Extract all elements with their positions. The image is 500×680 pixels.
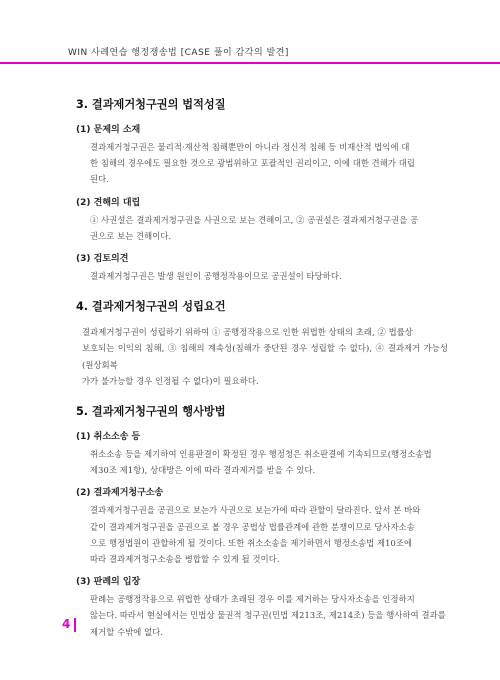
- section-4-paragraph: [76, 324, 448, 389]
- text-line: 같이 결과제거청구권을 공권으로 볼 경우 공법상 법률관계에 관한 분쟁이므로 당사자소송: [90, 521, 415, 532]
- section-5-heading: 5. 결과제거청구권의 행사방법: [76, 405, 226, 419]
- section-5-sub-3-heading: (3) 판례의 입장: [76, 577, 141, 588]
- text-line: 결과제거청구권이 성립하기 위하여 ① 공행정작용으로 인한 위법한 상태의 초래, ② 법률상: [82, 327, 413, 338]
- text-line: 한 침해의 경우에도 필요한 것으로 광범위하고 포괄적인 권리이고, 이에 대한 견해가 대립: [90, 158, 415, 169]
- page-header: [0, 0, 500, 64]
- text-line: 취소소송 등을 제기하여 인용판결이 확정된 경우 행정청은 취소판결에 기속되므로(행정소송법: [90, 449, 432, 460]
- section-3-sub-2-paragraph: [76, 212, 448, 244]
- text-line: 제거할 수밖에 없다.: [90, 626, 164, 637]
- text-line: 으로 행정법원이 관할하게 될 것이다. 또한 취소소송을 제기하면서 행정소송법 제10조에: [90, 537, 413, 548]
- page-body: [76, 96, 448, 640]
- section-5-sub-1-paragraph: [76, 446, 448, 478]
- page-number: 4: [62, 617, 71, 631]
- text-line: ① 사권설은 결과제거청구권을 사권으로 보는 견해이고, ② 공권설은 결과제거청구권을 공: [90, 214, 419, 225]
- page-number-bar: [74, 618, 76, 632]
- section-5-sub-2-heading: (2) 결과제거청구소송: [76, 488, 164, 499]
- section-4-heading: 4. 결과제거청구권의 성립요건: [76, 300, 226, 314]
- text-line: 결과제거청구권은 물리적·재산적 침해뿐만이 아니라 정신적 침해 등 비재산적 법익에 대: [90, 142, 410, 152]
- text-line: 된다.: [90, 174, 109, 185]
- header-rule: [0, 62, 500, 64]
- running-title: WIN 사례연습 행정쟁송법 [CASE 풀이 감각의 발견]: [68, 48, 289, 58]
- section-3-sub-1-paragraph: [76, 139, 448, 188]
- text-line: 결과제거청구권을 공권으로 보는가 사권으로 보는가에 따라 관할이 달라진다. 앞서 본 바와: [90, 505, 421, 516]
- section-3-sub-3-paragraph: [76, 268, 448, 284]
- text-line: 보호되는 이익의 침해, ③ 침해의 계속성(침해가 중단된 경우 성립할 수 없다), ④ 결과제거 가능성(원상회복: [82, 343, 448, 370]
- text-line: 가가 불가능할 경우 인정될 수 없다)이 필요하다.: [82, 375, 259, 386]
- section-3-sub-3-heading: (3) 검토의견: [76, 254, 129, 265]
- section-5-sub-1-heading: (1) 취소소송 등: [76, 432, 141, 443]
- text-line: 제30조 제1항), 상대방은 이에 따라 결과제거를 받을 수 있다.: [90, 465, 316, 476]
- text-line: 권으로 보는 견해이다.: [90, 230, 172, 241]
- text-line: 결과제거청구권은 발생 원인이 공행정작용이므로 공권설이 타당하다.: [90, 271, 342, 282]
- section-3-sub-1-heading: (1) 문제의 소재: [76, 125, 141, 135]
- text-line: 판례는 공행정작용으로 위법한 상태가 초래된 경우 이를 제거하는 당사자소송을 인정하지: [90, 594, 415, 605]
- text-line: 않는다. 따라서 현실에서는 민법상 물권적 청구권(민법 제213조, 제214조) 등을 행사하여 결과를: [90, 610, 446, 621]
- text-line: 따라 결과제거청구소송을 병합할 수 있게 될 것이다.: [90, 554, 280, 565]
- section-5-sub-3-paragraph: [76, 591, 448, 640]
- section-3-sub-2-heading: (2) 견해의 대립: [76, 197, 141, 208]
- section-3-heading: 3. 결과제거청구권의 법적성질: [76, 98, 226, 111]
- section-5-sub-2-paragraph: [76, 502, 448, 567]
